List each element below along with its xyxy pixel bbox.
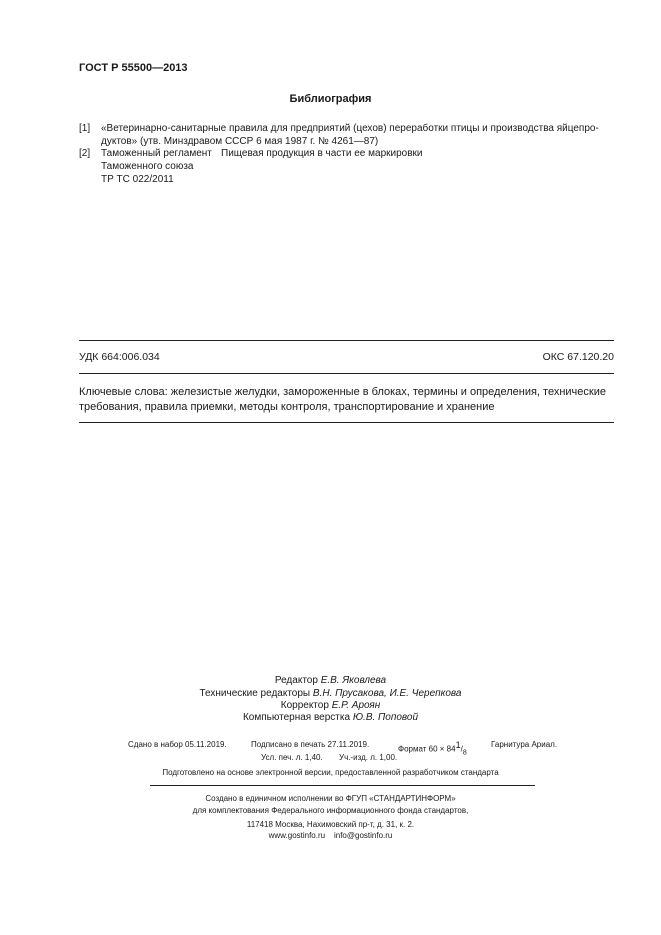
bib-entry-1-line-2: дуктов» (утв. Минздравом СССР 6 мая 1987 г. № 4261—87) [101, 136, 379, 147]
divider-bottom [79, 422, 614, 423]
imprint-sheets: Усл. печ. л. 1,40. [261, 753, 323, 762]
imprint-format-numerator: 1 [455, 740, 461, 750]
imprint-typeface: Гарнитура Ариал. [491, 740, 558, 749]
credit-tech-editors [0, 688, 661, 699]
footer-website-link[interactable]: www.gostinfo.ru [268, 831, 326, 840]
bib-entry-2-col1-line-3: ТР ТС 022/2011 [101, 174, 174, 185]
credit-editor [0, 675, 661, 686]
footer-line-2: для комплектования Федерального информационного фонда стандартов, [192, 806, 469, 815]
bibliography-title: Библиография [289, 93, 372, 105]
oks-code: ОКС 67.120.20 [542, 351, 614, 363]
footer-address: 117418 Москва, Нахимовский пр-т, д. 31, к. 2. [246, 820, 415, 829]
divider-middle [79, 373, 614, 374]
imprint-format: Формат $60 \times 84^1/_8$ [398, 740, 467, 757]
divider-top [79, 340, 614, 341]
imprint-prepared: Подготовлено на основе электронной версии, предоставленной разработчиком стандарта [162, 768, 499, 777]
udk-code: УДК 664:006.034 [79, 351, 160, 363]
credit-corrector-label: Корректор [280, 700, 329, 711]
credit-tech-names: В.Н. Прусакова, И.Е. Черепкова [312, 688, 462, 699]
credit-corrector-name: Е.Р. Ароян [331, 700, 381, 711]
keywords-line-1: Ключевые слова: железистые желудки, замороженные в блоках, термины и определения, технические [79, 386, 606, 398]
credit-tech-label: Технические редакторы [199, 688, 311, 699]
document-code: ГОСТ Р 55500—2013 [79, 62, 188, 74]
footer-email-link[interactable]: info@gostinfo.ru [333, 831, 393, 840]
credit-layout [0, 712, 661, 723]
bib-entry-1-line-1: «Ветеринарно-санитарные правила для предприятий (цехов) переработки птицы и производства яйцепро- [101, 123, 599, 134]
footer-line-1: Создано в единичном исполнении во ФГУП «СТАНДАРТИНФОРМ» [205, 794, 456, 803]
divider-footer [150, 785, 535, 786]
imprint-format-denominator: 8 [462, 749, 467, 757]
bib-entry-2-title: Пищевая продукция в части ее маркировки [221, 148, 423, 159]
credit-layout-name: Ю.В. Поповой [352, 712, 419, 723]
imprint-format-prefix: Формат 60 × 84 [398, 744, 456, 754]
credit-editor-name: Е.В. Яковлева [320, 675, 387, 686]
credit-corrector [0, 700, 661, 711]
imprint-signed: Подписано в печать 27.11.2019. [251, 740, 370, 749]
keywords-line-2: требования, правила приемки, методы контроля, транспортирование и хранение [79, 401, 495, 413]
credit-layout-label: Компьютерная верстка [242, 712, 351, 723]
bib-entry-2-col1-line-2: Таможенного союза [101, 161, 194, 172]
bib-entry-2-col1-line-1: Таможенный регламент [101, 148, 212, 159]
credit-editor-label: Редактор [274, 675, 318, 686]
imprint-pub-sheets: Уч.-изд. л. 1,00. [339, 753, 398, 762]
footer-contacts [0, 831, 661, 840]
bib-entry-2-number: [2] [79, 148, 91, 159]
bib-entry-1-number: [1] [79, 123, 91, 134]
imprint-submitted: Сдано в набор 05.11.2019. [128, 740, 227, 749]
